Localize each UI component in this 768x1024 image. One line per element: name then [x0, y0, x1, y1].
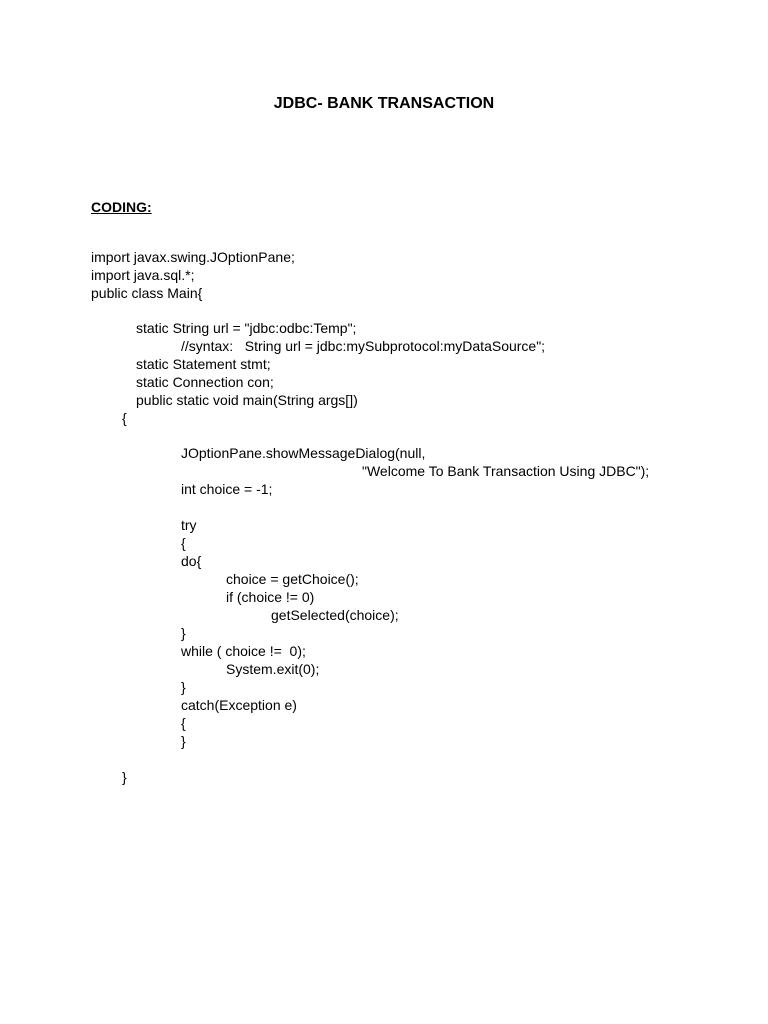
- code-line: choice = getChoice();: [226, 571, 359, 587]
- code-line: public class Main{: [91, 285, 203, 301]
- code-line: int choice = -1;: [181, 481, 273, 497]
- code-line: if (choice != 0): [226, 589, 315, 605]
- code-line: System.exit(0);: [226, 661, 320, 677]
- code-line: static Connection con;: [136, 374, 274, 390]
- code-line: while ( choice != 0);: [181, 643, 306, 659]
- document-title: JDBC- BANK TRANSACTION: [273, 95, 495, 112]
- code-line: {: [122, 410, 127, 426]
- code-line: static String url = "jdbc:odbc:Temp";: [136, 320, 357, 336]
- code-line: try: [181, 517, 197, 533]
- code-line: }: [181, 733, 186, 749]
- code-line: }: [181, 679, 186, 695]
- code-line: //syntax: String url = jdbc:mySubprotocol:myDataSource";: [181, 338, 546, 354]
- code-line: {: [181, 715, 186, 731]
- code-line: catch(Exception e): [181, 697, 297, 713]
- code-line: "Welcome To Bank Transaction Using JDBC");: [362, 463, 650, 479]
- code-line: }: [122, 769, 127, 785]
- code-line: public static void main(String args[]): [136, 392, 358, 408]
- section-heading-coding: CODING:: [91, 199, 152, 215]
- code-line: static Statement stmt;: [136, 356, 271, 372]
- code-line: {: [181, 535, 186, 551]
- code-line: JOptionPane.showMessageDialog(null,: [181, 445, 426, 461]
- code-line: import java.sql.*;: [91, 267, 195, 283]
- code-line: getSelected(choice);: [271, 607, 399, 623]
- code-line: do{: [181, 553, 202, 569]
- code-line: }: [181, 625, 186, 641]
- code-line: import javax.swing.JOptionPane;: [91, 249, 295, 265]
